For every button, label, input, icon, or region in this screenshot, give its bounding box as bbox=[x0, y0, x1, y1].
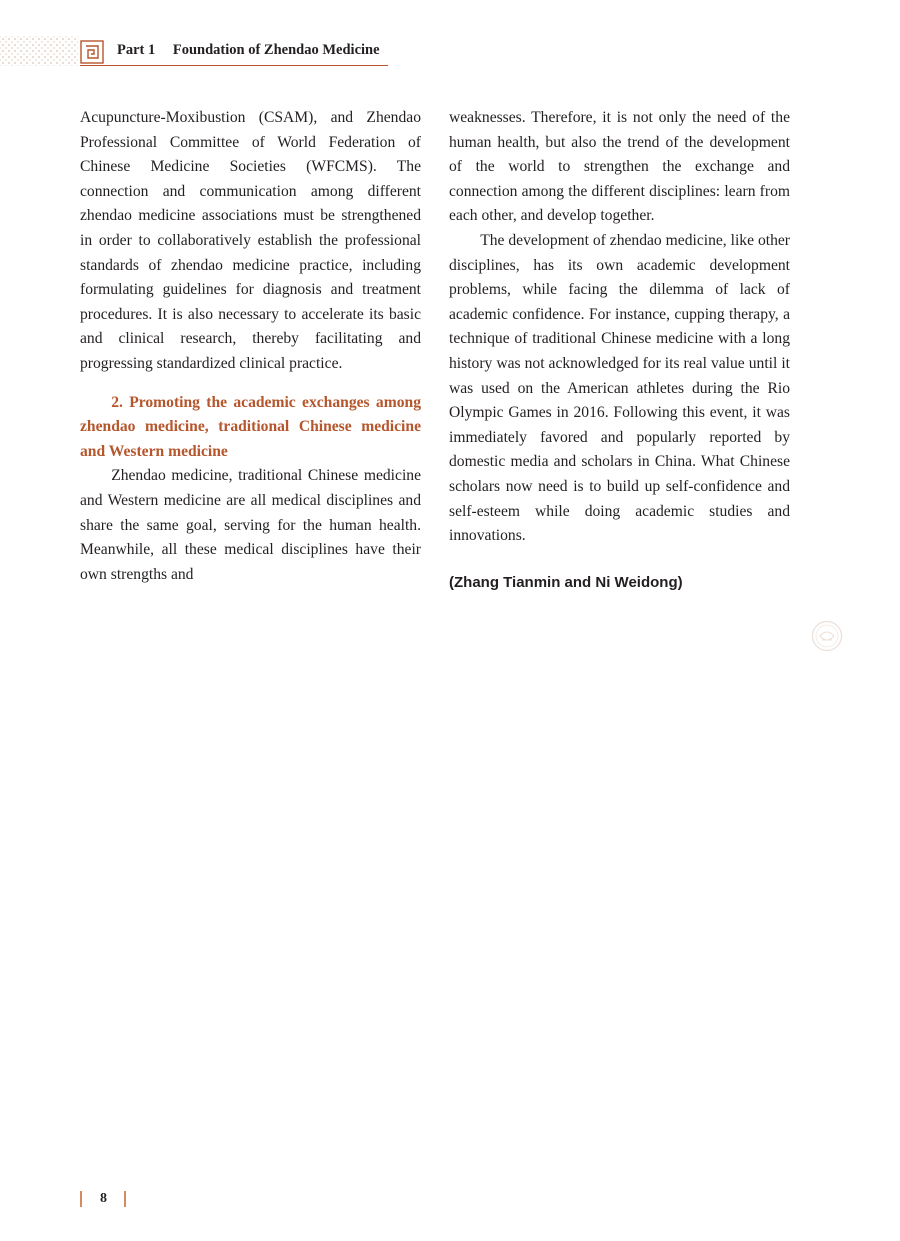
left-paragraph-1: Acupuncture-Moxibustion (CSAM), and Zhendao Professional Committee of World Federation of Chinese Medicine Societies (WFCMS). The connection and communication among different zhendao medicine associations must be strengthened in order to collaboratively establish the professional standards of zhendao medicine practice, including formulating guidelines for diagnosis and treatment procedures. It is also necessary to accelerate its basic and clinical research, thereby facilitating and progressing standardized clinical practice. bbox=[80, 109, 421, 372]
author-byline: (Zhang Tianmin and Ni Weidong) bbox=[449, 573, 683, 591]
header-chapter-title: Foundation of Zhendao Medicine bbox=[172, 42, 380, 58]
section-heading: 2. Promoting the academic exchanges among zhendao medicine, traditional Chinese medicine and Western medicine bbox=[80, 393, 421, 460]
footer-right-bar bbox=[124, 1191, 126, 1207]
running-header bbox=[117, 42, 380, 59]
page-footer bbox=[80, 1189, 126, 1209]
right-paragraph-2: The development of zhendao medicine, like other disciplines, has its own academic development problems, while facing the dilemma of lack of academic confidence. For instance, cupping therapy, a technique of traditional Chinese medicine with a long history was not acknowledged for its real value until it was used on the American athletes during the Rio Olympic Games in 2016. Following this event, it was immediately favored and popularly reported by domestic media and scholars in China. What Chinese scholars now need is to build up self-confidence and self-esteem while doing academic studies and innovations. bbox=[449, 231, 790, 545]
header-part-label: Part 1 bbox=[117, 42, 156, 58]
left-paragraph-2: Zhendao medicine, traditional Chinese medicine and Western medicine are all medical disciplines and share the same goal, serving for the human health. Meanwhile, all these medical disciplines have their own strengths and bbox=[80, 467, 421, 583]
header-decorative-pattern bbox=[0, 36, 78, 66]
right-paragraph-1: weaknesses. Therefore, it is not only the need of the human health, but also the trend of the development of the world to strengthen the exchange and connection among the different disciplines: learn from each other, and develop together. bbox=[449, 109, 790, 225]
meander-square-icon bbox=[80, 40, 104, 64]
header-divider bbox=[80, 65, 388, 66]
page-number: 8 bbox=[100, 1191, 107, 1206]
right-column bbox=[449, 106, 790, 595]
seal-watermark-icon bbox=[811, 620, 843, 652]
left-column bbox=[80, 106, 421, 587]
footer-left-bar bbox=[80, 1191, 82, 1207]
